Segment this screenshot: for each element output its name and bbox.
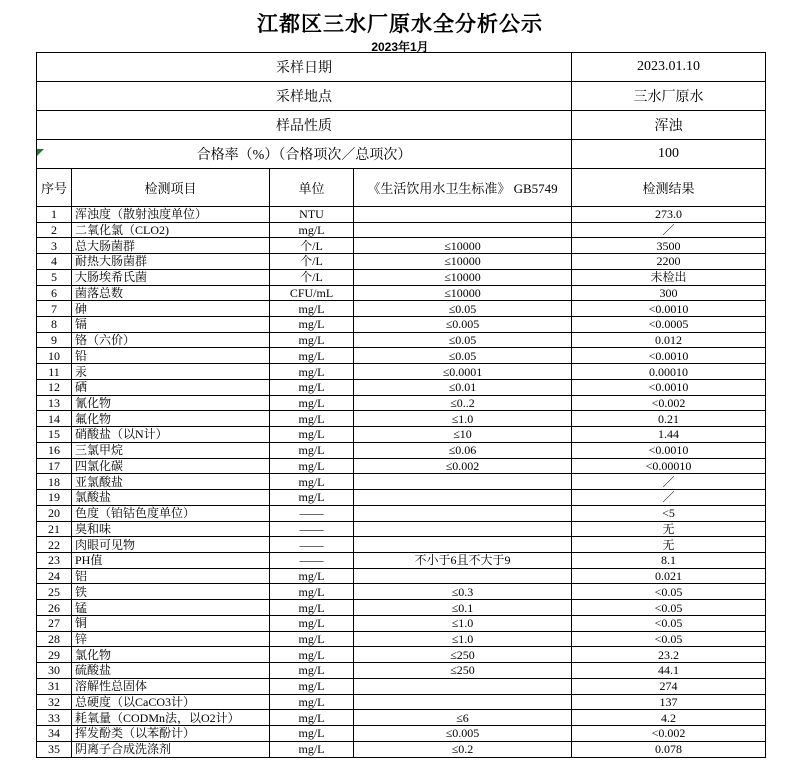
cell-item: 阴离子合成洗涤剂 — [72, 741, 270, 757]
cell-standard: ≤250 — [354, 647, 572, 663]
cell-standard — [354, 678, 572, 694]
cell-no: 14 — [37, 411, 72, 427]
cell-no: 25 — [37, 584, 72, 600]
cell-unit: mg/L — [270, 458, 354, 474]
cell-unit: mg/L — [270, 694, 354, 710]
cell-unit: mg/L — [270, 427, 354, 443]
cell-standard — [354, 490, 572, 506]
table-row — [37, 301, 766, 317]
cell-item: 色度（铂钴色度单位） — [72, 505, 270, 521]
info-value: 浑浊 — [572, 111, 766, 140]
info-row — [37, 111, 766, 140]
cell-result: 23.2 — [572, 647, 766, 663]
cell-standard — [354, 474, 572, 490]
cell-result: <0.05 — [572, 600, 766, 616]
cell-result: <5 — [572, 505, 766, 521]
cell-unit: mg/L — [270, 584, 354, 600]
cell-no: 13 — [37, 395, 72, 411]
info-label: 样品性质 — [37, 111, 572, 140]
cell-item: 氯酸盐 — [72, 490, 270, 506]
cell-no: 29 — [37, 647, 72, 663]
cell-item: 浑浊度（散射浊度单位） — [72, 206, 270, 222]
cell-standard: ≤0..2 — [354, 395, 572, 411]
cell-result: ／ — [572, 490, 766, 506]
cell-unit: —— — [270, 537, 354, 553]
cell-standard: 不小于6且不大于9 — [354, 552, 572, 568]
cell-item: 挥发酚类（以苯酚计） — [72, 726, 270, 742]
cell-unit: mg/L — [270, 600, 354, 616]
cell-standard: ≤250 — [354, 663, 572, 679]
cell-no: 34 — [37, 726, 72, 742]
cell-item: 三氯甲烷 — [72, 442, 270, 458]
info-label: 采样地点 — [37, 82, 572, 111]
table-row — [37, 285, 766, 301]
cell-item: 铜 — [72, 615, 270, 631]
table-row — [37, 537, 766, 553]
cell-standard: ≤0.005 — [354, 316, 572, 332]
cell-item: 镉 — [72, 316, 270, 332]
cell-unit: mg/L — [270, 222, 354, 238]
table-row — [37, 348, 766, 364]
results-header-row — [37, 169, 766, 207]
cell-result: <0.05 — [572, 615, 766, 631]
cell-no: 27 — [37, 615, 72, 631]
table-row — [37, 678, 766, 694]
cell-standard: ≤1.0 — [354, 615, 572, 631]
cell-standard — [354, 505, 572, 521]
column-header: 《生活饮用水卫生标准》 GB5749 — [354, 169, 572, 207]
cell-no: 26 — [37, 600, 72, 616]
table-row — [37, 631, 766, 647]
cell-unit: mg/L — [270, 710, 354, 726]
table-row — [37, 663, 766, 679]
cell-standard: ≤0.06 — [354, 442, 572, 458]
cell-no: 11 — [37, 364, 72, 380]
cell-unit: mg/L — [270, 568, 354, 584]
cell-no: 33 — [37, 710, 72, 726]
cell-result: 8.1 — [572, 552, 766, 568]
cell-no: 15 — [37, 427, 72, 443]
cell-result: 未检出 — [572, 269, 766, 285]
cell-standard: ≤0.05 — [354, 348, 572, 364]
cell-no: 21 — [37, 521, 72, 537]
cell-standard: ≤6 — [354, 710, 572, 726]
table-row — [37, 521, 766, 537]
cell-result: <0.0010 — [572, 442, 766, 458]
cell-item: PH值 — [72, 552, 270, 568]
cell-item: 耗氧量（CODMn法，以O2计） — [72, 710, 270, 726]
cell-result: 300 — [572, 285, 766, 301]
info-label: 采样日期 — [37, 53, 572, 82]
cell-no: 3 — [37, 238, 72, 254]
cell-no: 32 — [37, 694, 72, 710]
cell-no: 16 — [37, 442, 72, 458]
cell-result: 1.44 — [572, 427, 766, 443]
table-row — [37, 505, 766, 521]
table-row — [37, 568, 766, 584]
table-row — [37, 316, 766, 332]
cell-unit: mg/L — [270, 663, 354, 679]
cell-unit: —— — [270, 505, 354, 521]
cell-result: 3500 — [572, 238, 766, 254]
cell-result: 2200 — [572, 254, 766, 270]
cell-result: <0.0010 — [572, 379, 766, 395]
cell-no: 18 — [37, 474, 72, 490]
cell-no: 4 — [37, 254, 72, 270]
table-row — [37, 600, 766, 616]
cell-standard — [354, 222, 572, 238]
cell-no: 24 — [37, 568, 72, 584]
cell-no: 8 — [37, 316, 72, 332]
table-row — [37, 474, 766, 490]
cell-standard — [354, 537, 572, 553]
cell-no: 2 — [37, 222, 72, 238]
cell-standard: ≤10 — [354, 427, 572, 443]
cell-no: 31 — [37, 678, 72, 694]
table-row — [37, 206, 766, 222]
cell-no: 10 — [37, 348, 72, 364]
cell-no: 5 — [37, 269, 72, 285]
cell-standard: ≤0.05 — [354, 301, 572, 317]
cell-unit: 个/L — [270, 238, 354, 254]
cell-item: 硫酸盐 — [72, 663, 270, 679]
cell-unit: CFU/mL — [270, 285, 354, 301]
cell-result: 0.078 — [572, 741, 766, 757]
info-label: 合格率（%）（合格项次／总项次） — [37, 140, 572, 169]
table-row — [37, 269, 766, 285]
cell-standard: ≤10000 — [354, 269, 572, 285]
cell-unit: mg/L — [270, 726, 354, 742]
cell-no: 7 — [37, 301, 72, 317]
column-header: 检测项目 — [72, 169, 270, 207]
table-row — [37, 741, 766, 757]
column-header: 单位 — [270, 169, 354, 207]
cell-result: 273.0 — [572, 206, 766, 222]
cell-result: ／ — [572, 474, 766, 490]
info-row — [37, 53, 766, 82]
cell-item: 铬（六价） — [72, 332, 270, 348]
column-header: 序号 — [37, 169, 72, 207]
cell-unit: mg/L — [270, 411, 354, 427]
cell-result: 无 — [572, 521, 766, 537]
cell-standard: ≤0.01 — [354, 379, 572, 395]
cell-item: 大肠埃希氏菌 — [72, 269, 270, 285]
cell-standard: ≤10000 — [354, 254, 572, 270]
cell-no: 17 — [37, 458, 72, 474]
cell-no: 6 — [37, 285, 72, 301]
cell-result: 无 — [572, 537, 766, 553]
cell-result: <0.05 — [572, 584, 766, 600]
cell-unit: mg/L — [270, 631, 354, 647]
info-row — [37, 140, 766, 169]
cell-item: 氰化物 — [72, 395, 270, 411]
table-row — [37, 584, 766, 600]
cell-item: 亚氯酸盐 — [72, 474, 270, 490]
cell-no: 23 — [37, 552, 72, 568]
cell-unit: mg/L — [270, 395, 354, 411]
cell-standard — [354, 694, 572, 710]
cell-standard: ≤1.0 — [354, 631, 572, 647]
cell-standard — [354, 521, 572, 537]
cell-standard: ≤0.0001 — [354, 364, 572, 380]
cell-no: 30 — [37, 663, 72, 679]
results-header-section — [37, 169, 766, 207]
cell-unit: —— — [270, 552, 354, 568]
table-row — [37, 615, 766, 631]
info-row — [37, 82, 766, 111]
cell-item: 铁 — [72, 584, 270, 600]
table-row — [37, 726, 766, 742]
cell-no: 19 — [37, 490, 72, 506]
cell-item: 溶解性总固体 — [72, 678, 270, 694]
cell-item: 耐热大肠菌群 — [72, 254, 270, 270]
cell-no: 35 — [37, 741, 72, 757]
cell-item: 硝酸盐（以N计） — [72, 427, 270, 443]
cell-no: 28 — [37, 631, 72, 647]
cell-result: <0.0010 — [572, 348, 766, 364]
cell-item: 四氯化碳 — [72, 458, 270, 474]
sample-info-section — [37, 53, 766, 169]
cell-standard — [354, 568, 572, 584]
cell-result: <0.002 — [572, 395, 766, 411]
table-row — [37, 364, 766, 380]
table-row — [37, 442, 766, 458]
cell-unit: mg/L — [270, 364, 354, 380]
cell-no: 9 — [37, 332, 72, 348]
cell-item: 锰 — [72, 600, 270, 616]
info-value: 2023.01.10 — [572, 53, 766, 82]
cell-standard — [354, 206, 572, 222]
table-row — [37, 395, 766, 411]
report-month: 2023年1月 — [371, 40, 429, 54]
cell-item: 铅 — [72, 348, 270, 364]
cell-standard: ≤1.0 — [354, 411, 572, 427]
page-title: 江都区三水厂原水全分析公示 — [257, 13, 543, 36]
cell-unit: mg/L — [270, 442, 354, 458]
cell-unit: mg/L — [270, 615, 354, 631]
table-row — [37, 710, 766, 726]
info-value: 三水厂原水 — [572, 82, 766, 111]
cell-unit: mg/L — [270, 332, 354, 348]
info-value: 100 — [572, 140, 766, 169]
cell-result: <0.0010 — [572, 301, 766, 317]
cell-unit: —— — [270, 521, 354, 537]
table-row — [37, 694, 766, 710]
cell-unit: mg/L — [270, 301, 354, 317]
cell-result: 44.1 — [572, 663, 766, 679]
cell-item: 汞 — [72, 364, 270, 380]
cell-standard: ≤0.1 — [354, 600, 572, 616]
cell-unit: mg/L — [270, 474, 354, 490]
cell-unit: mg/L — [270, 678, 354, 694]
cell-item: 氟化物 — [72, 411, 270, 427]
table-row — [37, 427, 766, 443]
cell-unit: NTU — [270, 206, 354, 222]
cell-result: <0.002 — [572, 726, 766, 742]
cell-no: 12 — [37, 379, 72, 395]
cell-item: 菌落总数 — [72, 285, 270, 301]
cell-result: ／ — [572, 222, 766, 238]
cell-item: 总硬度（以CaCO3计） — [72, 694, 270, 710]
analysis-table — [36, 52, 766, 758]
table-row — [37, 254, 766, 270]
table-row — [37, 490, 766, 506]
cell-result: 0.21 — [572, 411, 766, 427]
cell-result: 274 — [572, 678, 766, 694]
cell-standard: ≤0.05 — [354, 332, 572, 348]
column-header: 检测结果 — [572, 169, 766, 207]
table-row — [37, 647, 766, 663]
table-row — [37, 458, 766, 474]
cell-unit: mg/L — [270, 741, 354, 757]
cell-item: 二氧化氯（CLO2) — [72, 222, 270, 238]
cell-result: 0.021 — [572, 568, 766, 584]
cell-item: 锌 — [72, 631, 270, 647]
cell-standard: ≤0.2 — [354, 741, 572, 757]
cell-unit: mg/L — [270, 316, 354, 332]
table-row — [37, 222, 766, 238]
table-row — [37, 379, 766, 395]
table-row — [37, 552, 766, 568]
cell-unit: 个/L — [270, 254, 354, 270]
cell-result: 4.2 — [572, 710, 766, 726]
cell-unit: mg/L — [270, 490, 354, 506]
cell-result: <0.0005 — [572, 316, 766, 332]
cell-item: 肉眼可见物 — [72, 537, 270, 553]
table-row — [37, 238, 766, 254]
cell-item: 总大肠菌群 — [72, 238, 270, 254]
cell-standard: ≤0.005 — [354, 726, 572, 742]
table-row — [37, 411, 766, 427]
cell-unit: mg/L — [270, 379, 354, 395]
cell-standard: ≤0.3 — [354, 584, 572, 600]
cell-item: 臭和味 — [72, 521, 270, 537]
cell-result: 0.012 — [572, 332, 766, 348]
cell-unit: mg/L — [270, 348, 354, 364]
cell-no: 22 — [37, 537, 72, 553]
cell-unit: mg/L — [270, 647, 354, 663]
cell-result: 137 — [572, 694, 766, 710]
cell-item: 氯化物 — [72, 647, 270, 663]
cell-standard: ≤10000 — [354, 238, 572, 254]
cell-standard: ≤10000 — [354, 285, 572, 301]
table-row — [37, 332, 766, 348]
cell-item: 铝 — [72, 568, 270, 584]
cell-unit: 个/L — [270, 269, 354, 285]
cell-no: 20 — [37, 505, 72, 521]
cell-result: <0.05 — [572, 631, 766, 647]
excel-flag-triangle-icon — [37, 149, 44, 156]
results-section — [37, 206, 766, 757]
cell-item: 硒 — [72, 379, 270, 395]
cell-result: <0.00010 — [572, 458, 766, 474]
cell-standard: ≤0.002 — [354, 458, 572, 474]
cell-no: 1 — [37, 206, 72, 222]
cell-item: 砷 — [72, 301, 270, 317]
cell-result: 0.00010 — [572, 364, 766, 380]
